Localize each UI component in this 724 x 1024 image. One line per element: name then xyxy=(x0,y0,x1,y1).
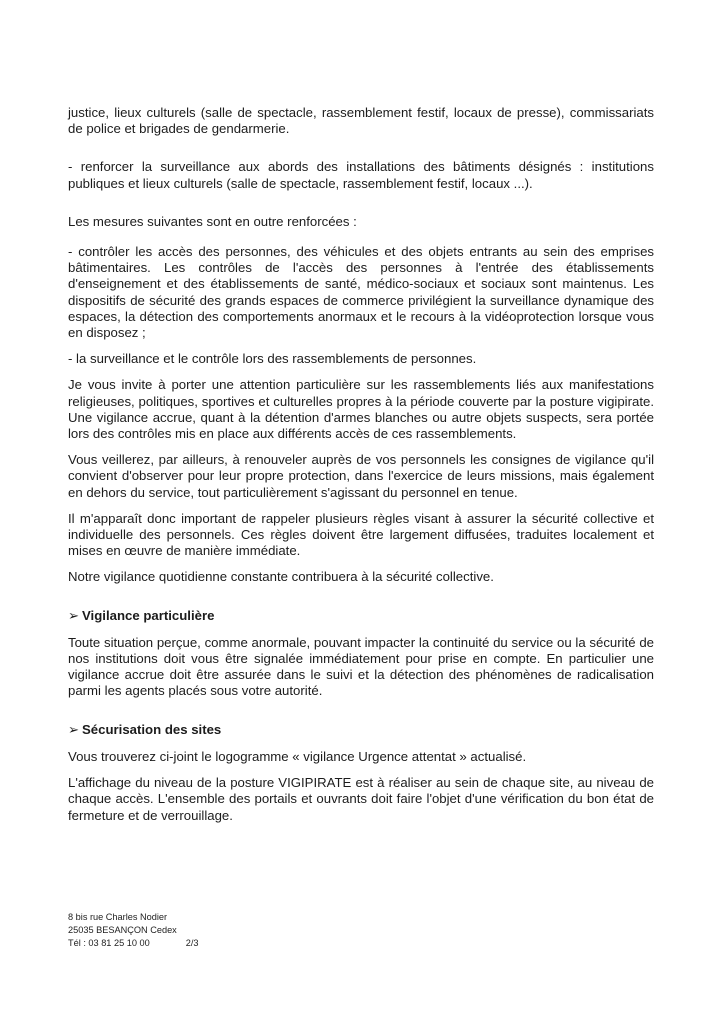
paragraph-gatherings-surveillance: - la surveillance et le contrôle lors des rassemblements de personnes. xyxy=(68,351,477,367)
section-heading-site-security xyxy=(68,722,654,738)
paragraph-collective-security: Notre vigilance quotidienne constante contribuera à la sécurité collective. xyxy=(68,569,494,585)
paragraph-vigipirate-display: L'affichage du niveau de la posture VIGIPIRATE est à réaliser au sein de chaque site, au niveau de chaque accès. L'ensemble des portails et ouvrants doit faire l'objet d'une vérification du bon état de fermeture et de verrouillage. xyxy=(68,775,654,823)
section-heading-label: Sécurisation des sites xyxy=(82,721,222,737)
paragraph-security-rules: Il m'apparaît donc important de rappeler plusieurs règles visant à assurer la sécurité collective et individuelle des personnels. Ces règles doivent être largement diffusées, traduites localement et mises en œuvre de manière immédiate. xyxy=(68,510,654,559)
footer-address-street: 8 bis rue Charles Nodier xyxy=(68,912,168,922)
arrow-bullet-icon: ➢ xyxy=(68,721,80,737)
page-number: 2/3 xyxy=(185,938,199,948)
document-body xyxy=(68,105,654,834)
paragraph-gatherings-attention: Je vous invite à porter une attention particulière sur les rassemblements liés aux manifestations religieuses, politiques, sportives et culturelles propres à la période couverte par la posture vigipirate. Une vigilance accrue, quant à la détention d'armes blanches ou autre objets suspects, sera portée lors des contrôles mis en place aux différents accès de ces rassemblements. xyxy=(68,377,654,442)
footer-phone-row xyxy=(68,937,199,950)
paragraph-protected-sites: justice, lieux culturels (salle de spectacle, rassemblement festif, locaux de presse), commissariats de police et brigades de gendarmerie. xyxy=(68,105,654,137)
paragraph-logogram: Vous trouverez ci-joint le logogramme « vigilance Urgence attentat » actualisé. xyxy=(68,748,527,764)
footer-phone: Tél : 03 81 25 10 00 xyxy=(68,938,150,948)
section-heading-vigilance xyxy=(68,608,654,624)
paragraph-measures-intro: Les mesures suivantes sont en outre renforcées : xyxy=(68,213,357,229)
paragraph-staff-instructions: Vous veillerez, par ailleurs, à renouveler auprès de vos personnels les consignes de vigilance qu'il convient d'observer pour leur propre protection, dans l'exercice de leurs missions, mais également en dehors du service, tout particulièrement s'agissant du personnel en tenue. xyxy=(68,452,654,500)
page-footer xyxy=(68,911,199,950)
paragraph-access-control: - contrôler les accès des personnes, des véhicules et des objets entrants au sein des emprises bâtimentaires. Les contrôles de l'accès des personnes à l'entrée des établissements d'enseignement et des établissements de santé, médico-sociaux et sociaux sont maintenus. Les dispositifs de sécurité des grands espaces de commerce privilégient la surveillance dynamique des espaces, la détection des comportements anormaux et le recours à la vidéoprotection lorsque vous en disposez ; xyxy=(68,244,654,341)
arrow-bullet-icon: ➢ xyxy=(68,607,80,623)
footer-address-city: 25035 BESANÇON Cedex xyxy=(68,925,177,935)
paragraph-vigilance-details: Toute situation perçue, comme anormale, pouvant impacter la continuité du service ou la sécurité de nos institutions doit vous être signalée immédiatement pour prise en compte. En particulier une vigilance accrue doit être assurée dans le suivi et la détection des phénomènes de radicalisation parmi les agents placés sous votre autorité. xyxy=(68,634,654,699)
section-heading-label: Vigilance particulière xyxy=(82,607,215,623)
paragraph-reinforce-surveillance: - renforcer la surveillance aux abords des installations des bâtiments désignés : institutions publiques et lieux culturels (salle de spectacle, rassemblement festif, locaux ...). xyxy=(68,159,654,191)
